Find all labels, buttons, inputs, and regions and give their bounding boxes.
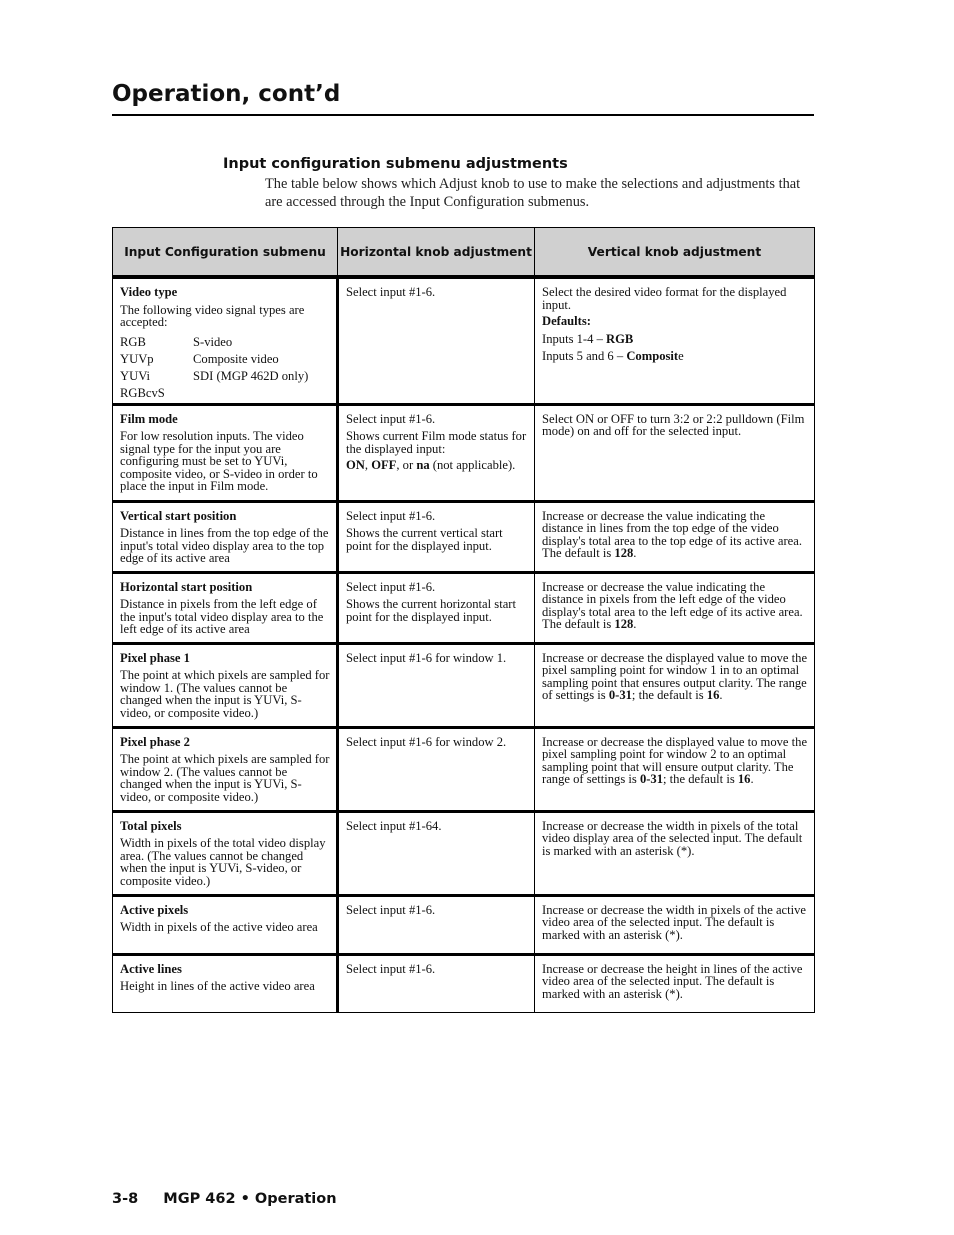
- setting-description: Width in pixels of the active video area: [120, 920, 318, 935]
- horizontal-adjustment: Select input #1-6.: [346, 508, 436, 523]
- table-cell: [338, 643, 535, 727]
- table-cell: [113, 727, 338, 811]
- table-cell: [338, 572, 535, 643]
- setting-description: Distance in lines from the top edge of the input's total video display area to the top edge of its active area: [120, 526, 329, 566]
- setting-description: For low resolution inputs. The video signal type for the input you are configuring must be set to YUVi, composite video, or S-video in order to place the input in Film mode.: [120, 429, 318, 494]
- table-row-vertical-start: [113, 501, 815, 572]
- setting-name: Horizontal start position: [120, 579, 253, 594]
- setting-description: Distance in pixels from the left edge of the input's total video display area to the left edge of its active area: [120, 597, 324, 637]
- vertical-adjustment: Increase or decrease the width in pixels of the total video display area of the selected input. The default is marked with an asterisk (*).: [542, 818, 803, 858]
- setting-name: Total pixels: [120, 818, 182, 833]
- page-footer: [112, 1191, 337, 1207]
- setting-name: Video type: [120, 285, 178, 299]
- title-rule: [112, 114, 814, 116]
- page-title: Operation, cont’d: [112, 81, 341, 107]
- vertical-adjustment: Increase or decrease the displayed value to move the pixel sampling point for window 2 to an optimal sampling point that will ensure output clarity. The range of settings is 0-31; the default is 16.: [542, 734, 808, 787]
- setting-description: Height in lines of the active video area: [120, 979, 315, 994]
- table-row-active-lines: [113, 954, 815, 1012]
- default-inputs-1-4: Inputs 1-4 – RGB: [542, 331, 634, 346]
- table-row-total-pixels: [113, 811, 815, 895]
- table-cell: [338, 811, 535, 895]
- setting-description: The following video signal types are accepted:: [120, 302, 305, 330]
- vertical-adjustment: Increase or decrease the value indicating the distance in pixels from the left edge of the video display's total area to the left edge of its active area. The default is 128.: [542, 579, 803, 632]
- table-row-active-pixels: [113, 895, 815, 954]
- table-cell: [113, 895, 338, 954]
- table-row-pixel-phase-2: [113, 727, 815, 811]
- list-item: YUVp Composite video: [120, 351, 279, 366]
- horizontal-adjustment: Select input #1-6.: [346, 902, 436, 917]
- vertical-adjustment: Increase or decrease the value indicating the distance in lines from the top edge of the video display's total area to the top edge of its active area. The default is 128.: [542, 508, 802, 561]
- table-header-row: [113, 228, 815, 278]
- horizontal-adjustment-note: Shows the current vertical start point for the displayed input.: [346, 526, 503, 553]
- intro-paragraph: The table below shows which Adjust knob to use to make the selections and adjustments that are accessed through the Input Configuration submenus.: [265, 176, 801, 210]
- table-cell: [113, 954, 338, 1012]
- list-item: YUVi SDI (MGP 462D only): [120, 368, 309, 383]
- horizontal-adjustment: Select input #1-6 for window 1.: [346, 650, 507, 665]
- defaults-label: Defaults:: [542, 314, 591, 329]
- table-cell: [535, 404, 815, 501]
- table-cell: [338, 404, 535, 501]
- table-cell: [113, 501, 338, 572]
- page-number: 3-8: [112, 1191, 139, 1207]
- table-cell: [535, 643, 815, 727]
- setting-name: Pixel phase 1: [120, 650, 190, 665]
- horizontal-adjustment: Select input #1-6 for window 2.: [346, 734, 507, 749]
- horizontal-adjustment-note: Shows the current horizontal start point for the displayed input.: [346, 597, 516, 624]
- setting-name: Active pixels: [120, 902, 189, 917]
- vertical-adjustment: Increase or decrease the width in pixels of the active video area of the selected input. The default is marked with an asterisk (*).: [542, 902, 807, 942]
- table-cell: [338, 501, 535, 572]
- table-cell: [535, 501, 815, 572]
- table-cell: [113, 277, 338, 404]
- signal-type-list: [120, 334, 330, 402]
- setting-name: Active lines: [120, 961, 182, 976]
- setting-description: The point at which pixels are sampled for window 1. (The values cannot be changed when the input is YUVi, S-video, or composite video.): [120, 668, 330, 720]
- table-cell: [535, 811, 815, 895]
- footer-text: MGP 462 • Operation: [163, 1191, 337, 1207]
- column-header-vertical: Vertical knob adjustment: [535, 228, 815, 278]
- film-mode-values: ON, OFF, or na (not applicable).: [346, 458, 516, 473]
- horizontal-adjustment: Select input #1-6.: [346, 285, 436, 299]
- table-cell: [338, 277, 535, 404]
- list-item: RGB S-video: [120, 334, 233, 349]
- setting-description: The point at which pixels are sampled for window 2. (The values cannot be changed when the input is YUVi, S-video, or composite video.): [120, 752, 330, 804]
- table-cell: [113, 404, 338, 501]
- table-cell: [535, 727, 815, 811]
- table-cell: [338, 895, 535, 954]
- column-header-submenu: Input Configuration submenu: [113, 228, 338, 278]
- horizontal-adjustment: Select input #1-6.: [346, 411, 436, 426]
- vertical-adjustment: Increase or decrease the displayed value to move the pixel sampling point for window 1 in to an optimal sampling point that ensures output clarity. The range of settings is 0-31; the default is 16.: [542, 650, 808, 703]
- table-cell: [113, 811, 338, 895]
- horizontal-adjustment: Select input #1-64.: [346, 818, 442, 833]
- section-heading: Input configuration submenu adjustments: [223, 156, 568, 172]
- table-row-film-mode: [113, 404, 815, 501]
- table-cell: [113, 572, 338, 643]
- setting-name: Vertical start position: [120, 508, 237, 523]
- table-cell: [338, 727, 535, 811]
- table-cell: [113, 643, 338, 727]
- table-cell: [535, 954, 815, 1012]
- column-header-horizontal: Horizontal knob adjustment: [338, 228, 535, 278]
- vertical-adjustment: Increase or decrease the height in lines of the active video area of the selected input. The default is marked with an asterisk (*).: [542, 961, 803, 1001]
- horizontal-adjustment: Select input #1-6.: [346, 961, 436, 976]
- horizontal-adjustment: Select input #1-6.: [346, 579, 436, 594]
- default-inputs-5-6: Inputs 5 and 6 – Composite: [542, 349, 684, 364]
- horizontal-adjustment-note: Shows current Film mode status for the displayed input:: [346, 429, 527, 456]
- input-config-table: [112, 227, 815, 1013]
- vertical-adjustment: Select ON or OFF to turn 3:2 or 2:2 pulldown (Film mode) on and off for the selected input.: [542, 411, 805, 439]
- setting-description: Width in pixels of the total video display area. (The values cannot be changed when the input is YUVi, S-video, or composite video.): [120, 836, 326, 888]
- table-row-pixel-phase-1: [113, 643, 815, 727]
- setting-name: Pixel phase 2: [120, 734, 190, 749]
- table-cell: [535, 277, 815, 404]
- setting-name: Film mode: [120, 411, 178, 426]
- table-cell: [338, 954, 535, 1012]
- table-row-horizontal-start: [113, 572, 815, 643]
- table-cell: [535, 572, 815, 643]
- table-cell: [535, 895, 815, 954]
- list-item: RGBcvS: [120, 385, 165, 400]
- vertical-adjustment: Select the desired video format for the displayed input.: [542, 285, 787, 312]
- table-row-video-type: [113, 277, 815, 404]
